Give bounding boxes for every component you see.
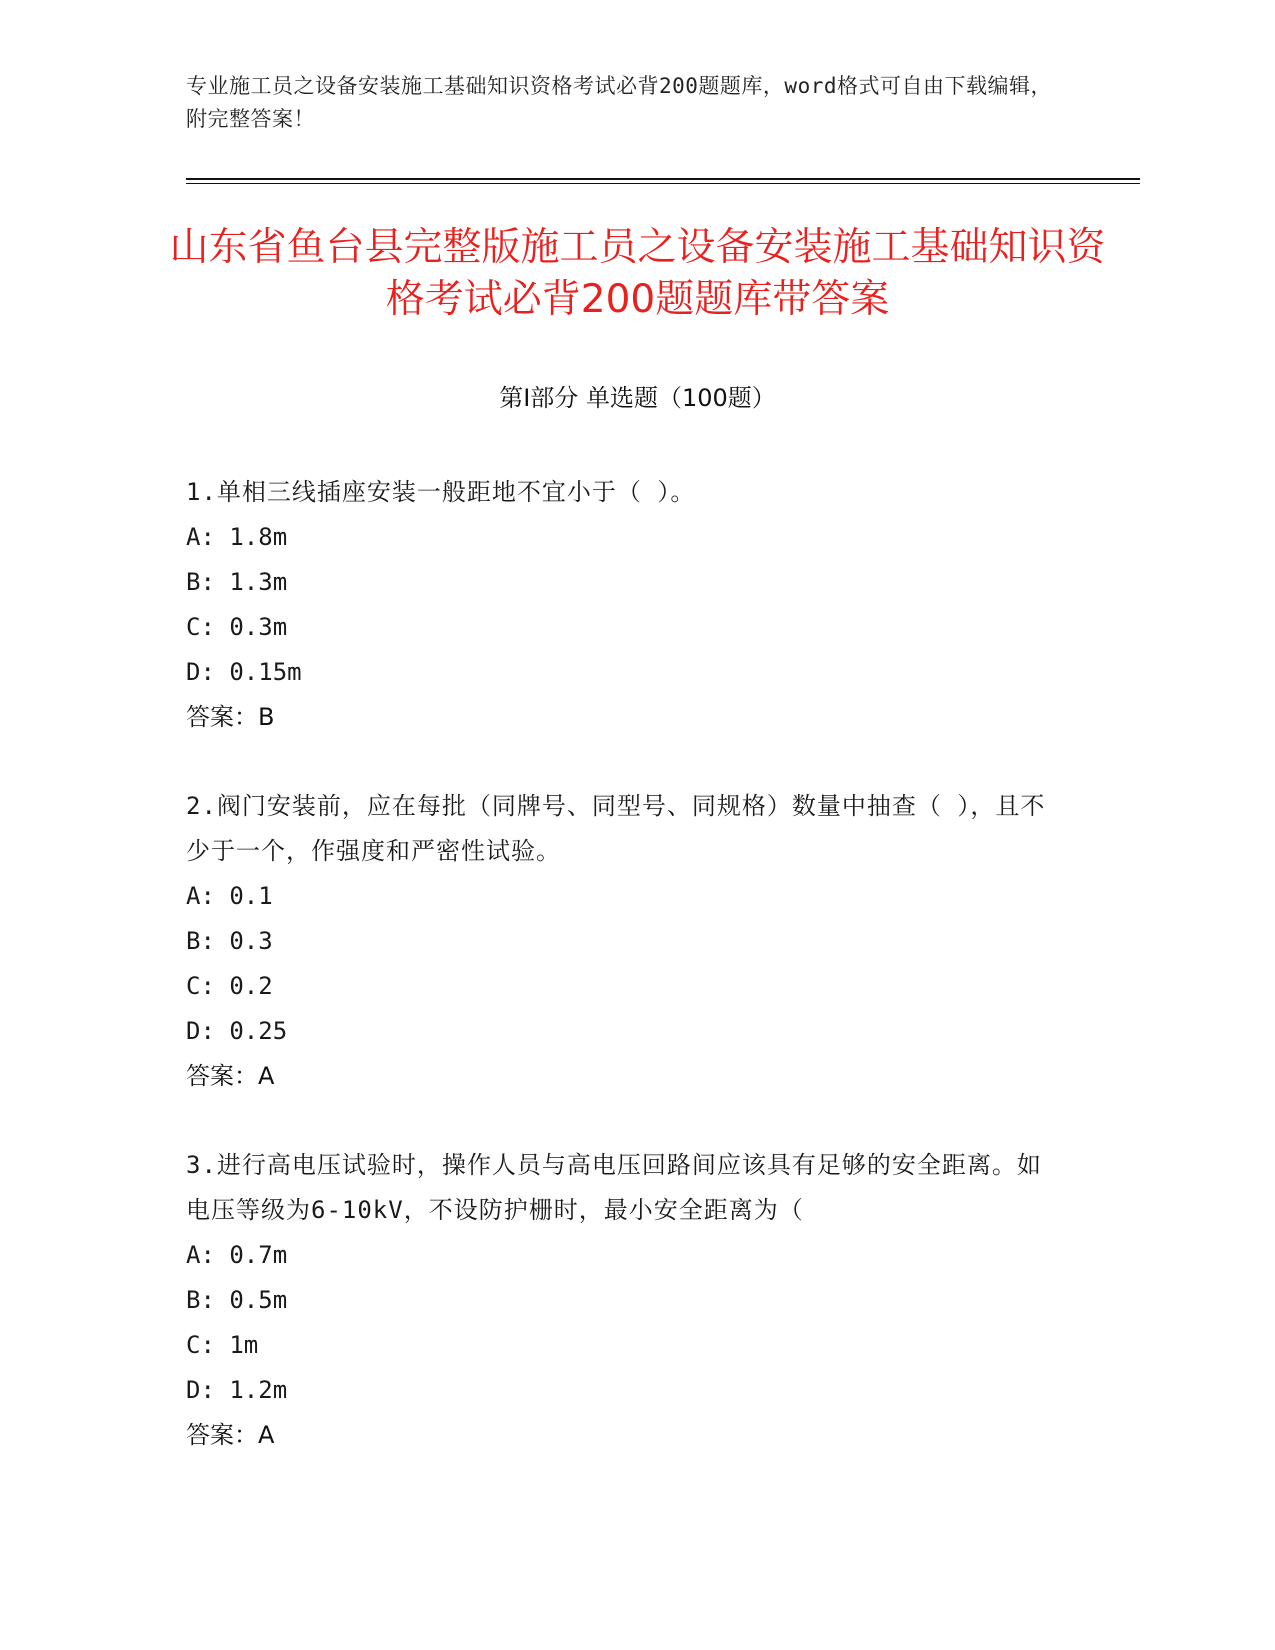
question-stem: 3.进行高电压试验时，操作人员与高电压回路间应该具有足够的安全距离。如电压等级为6-10kV，不设防护栅时，最小安全距离为（ — [186, 1151, 1042, 1224]
option-a: A: 0.7m — [186, 1241, 288, 1269]
option-b: B: 1.3m — [186, 568, 288, 596]
section-heading: 第Ⅰ部分 单选题（100题） — [499, 384, 776, 412]
question-list — [186, 470, 1066, 1502]
question-2 — [186, 784, 1066, 1099]
option-c: C: 1m — [186, 1331, 259, 1359]
question-stem: 2.阀门安装前，应在每批（同牌号、同型号、同规格）数量中抽查（ ），且不少于一个，作强度和严密性试验。 — [186, 792, 1046, 865]
document-title: 山东省鱼台县完整版施工员之设备安装施工基础知识资格考试必背200题题库带答案 — [169, 225, 1106, 322]
answer-label: 答案：A — [186, 1421, 275, 1449]
question-3 — [186, 1143, 1066, 1458]
question-stem: 1.单相三线插座安装一般距地不宜小于（ ）。 — [186, 478, 696, 506]
option-d: D: 0.25 — [186, 1017, 288, 1045]
option-d: D: 1.2m — [186, 1376, 288, 1404]
answer-label: 答案：B — [186, 703, 275, 731]
answer-label: 答案：A — [186, 1062, 275, 1090]
option-c: C: 0.2 — [186, 972, 273, 1000]
header-note: 专业施工员之设备安装施工基础知识资格考试必背200题题库，word格式可自由下载编辑，附完整答案！ — [186, 74, 1052, 131]
option-a: A: 1.8m — [186, 523, 288, 551]
option-b: B: 0.5m — [186, 1286, 288, 1314]
header-divider-thin — [186, 183, 1140, 184]
question-1 — [186, 470, 1066, 740]
option-a: A: 0.1 — [186, 882, 273, 910]
option-d: D: 0.15m — [186, 658, 302, 686]
option-c: C: 0.3m — [186, 613, 288, 641]
header-divider-thick — [186, 178, 1140, 180]
option-b: B: 0.3 — [186, 927, 273, 955]
